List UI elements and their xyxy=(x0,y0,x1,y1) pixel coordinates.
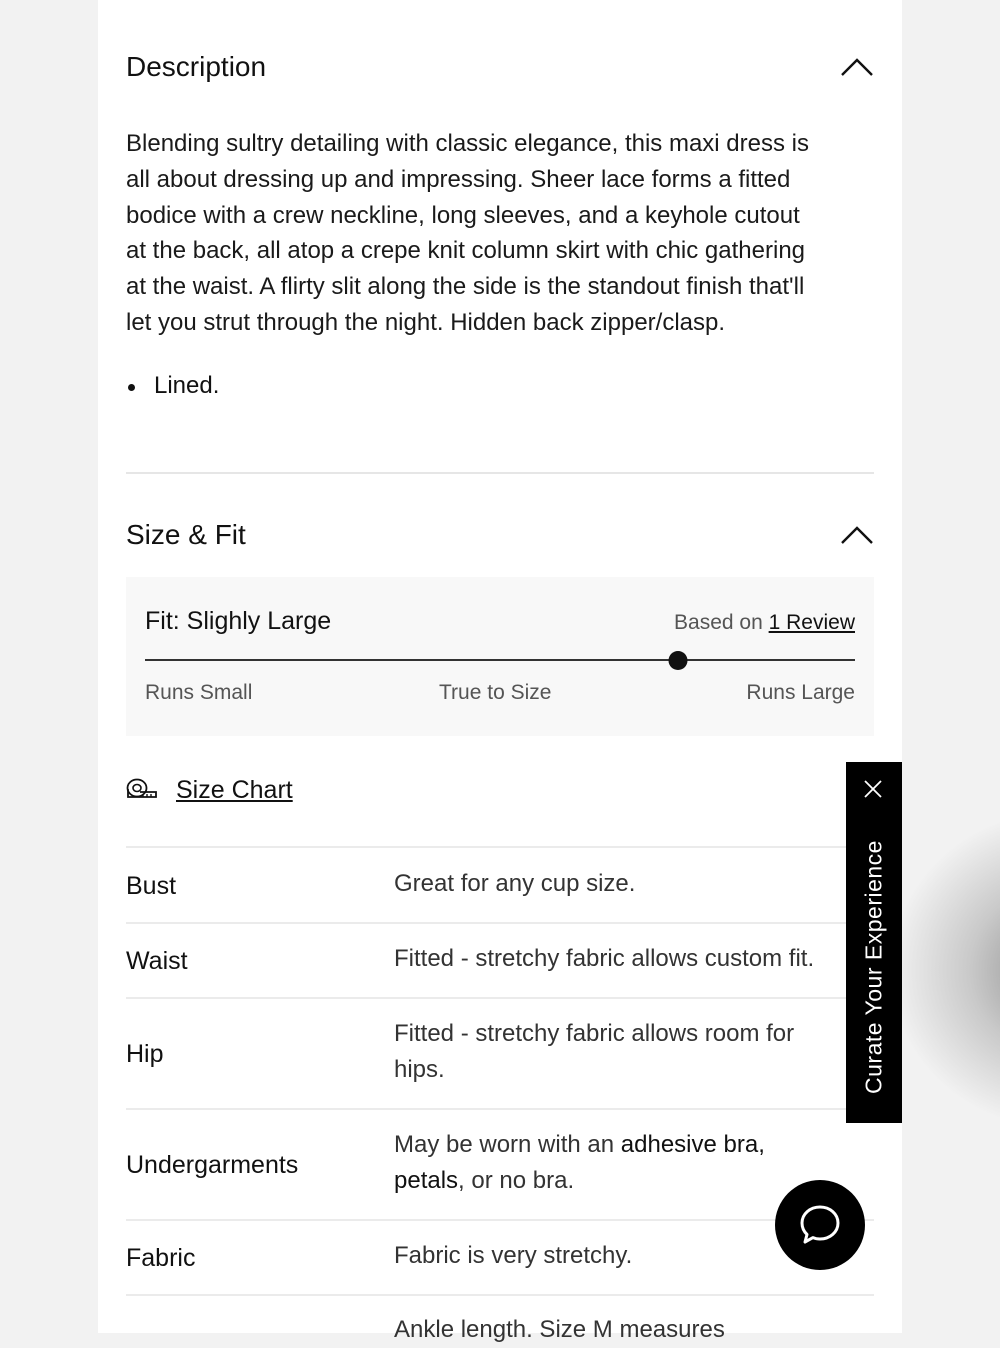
section-divider xyxy=(126,472,874,474)
adhesive-bra-text: adhesive bra, xyxy=(620,1131,765,1158)
chevron-up-icon[interactable] xyxy=(840,56,874,78)
spec-value xyxy=(394,1016,864,1088)
spec-name: Fabric xyxy=(126,1244,196,1272)
description-line: let you strut through the night. Hidden back zipper/clasp. xyxy=(126,308,726,336)
curate-experience-tab[interactable] xyxy=(846,762,902,1123)
description-line: all about dressing up and impressing. Sheer lace forms a fitted xyxy=(126,165,791,193)
based-on-text: Based on xyxy=(674,611,769,634)
fit-summary xyxy=(126,577,874,736)
fit-based-on xyxy=(674,611,855,635)
size-fit-title: Size & Fit xyxy=(126,519,246,550)
spec-value: Fabric is very stretchy. xyxy=(394,1242,633,1269)
close-icon[interactable] xyxy=(862,778,884,800)
product-details-panel xyxy=(98,0,902,1343)
spec-value: Ankle length. Size M measures xyxy=(394,1316,725,1343)
description-line: bodice with a crew neckline, long sleeves, and a keyhole cutout xyxy=(126,201,800,229)
spec-name: Undergarments xyxy=(126,1151,299,1179)
description-line: at the waist. A flirty slit along the side is the standout finish that'll xyxy=(126,273,805,301)
chat-button[interactable] xyxy=(775,1180,865,1270)
description-header[interactable] xyxy=(126,47,874,87)
spec-value: Fitted - stretchy fabric allows custom fit. xyxy=(394,945,815,972)
description-title: Description xyxy=(126,51,267,82)
row-divider xyxy=(126,922,874,924)
spec-name: Waist xyxy=(126,947,188,975)
fit-scale-large: Runs Large xyxy=(746,681,855,704)
review-link[interactable]: 1 Review xyxy=(768,611,855,634)
chevron-up-icon[interactable] xyxy=(840,524,874,546)
row-divider xyxy=(126,1219,874,1221)
spec-value-text: May be worn with an xyxy=(394,1131,621,1158)
fit-scale-track xyxy=(145,659,855,661)
fit-indicator-dot xyxy=(668,651,687,670)
description-body xyxy=(126,126,874,341)
fit-label: Fit: Slighly Large xyxy=(145,607,332,635)
spec-value-text: , or no bra. xyxy=(458,1167,575,1194)
description-line: at the back, all atop a crepe knit column skirt with chic gathering xyxy=(126,237,806,265)
background-shadow xyxy=(900,820,1000,1120)
spec-value-line: hips. xyxy=(394,1056,445,1083)
description-bullets xyxy=(126,368,219,404)
row-divider xyxy=(126,1294,874,1296)
chat-bubble-icon xyxy=(798,1203,842,1247)
spec-value xyxy=(394,1127,834,1199)
size-fit-header[interactable] xyxy=(126,515,874,555)
row-divider xyxy=(126,1108,874,1110)
spec-name: Hip xyxy=(126,1040,164,1068)
description-line: Blending sultry detailing with classic elegance, this maxi dress is xyxy=(126,130,809,157)
size-chart-link[interactable] xyxy=(126,772,293,808)
petals-text: petals xyxy=(394,1167,459,1194)
row-divider xyxy=(126,997,874,999)
measuring-tape-icon xyxy=(126,777,158,803)
fit-scale-true: True to Size xyxy=(439,681,552,704)
bullet-item: Lined. xyxy=(126,368,219,404)
spec-name: Bust xyxy=(126,872,177,900)
spec-value: Great for any cup size. xyxy=(394,870,636,897)
spec-value-line: Fitted - stretchy fabric allows room for xyxy=(394,1020,795,1047)
curate-experience-label: Curate Your Experience xyxy=(860,840,887,1094)
fit-scale-small: Runs Small xyxy=(145,681,253,704)
size-chart-label: Size Chart xyxy=(176,775,293,804)
row-divider xyxy=(126,846,874,848)
